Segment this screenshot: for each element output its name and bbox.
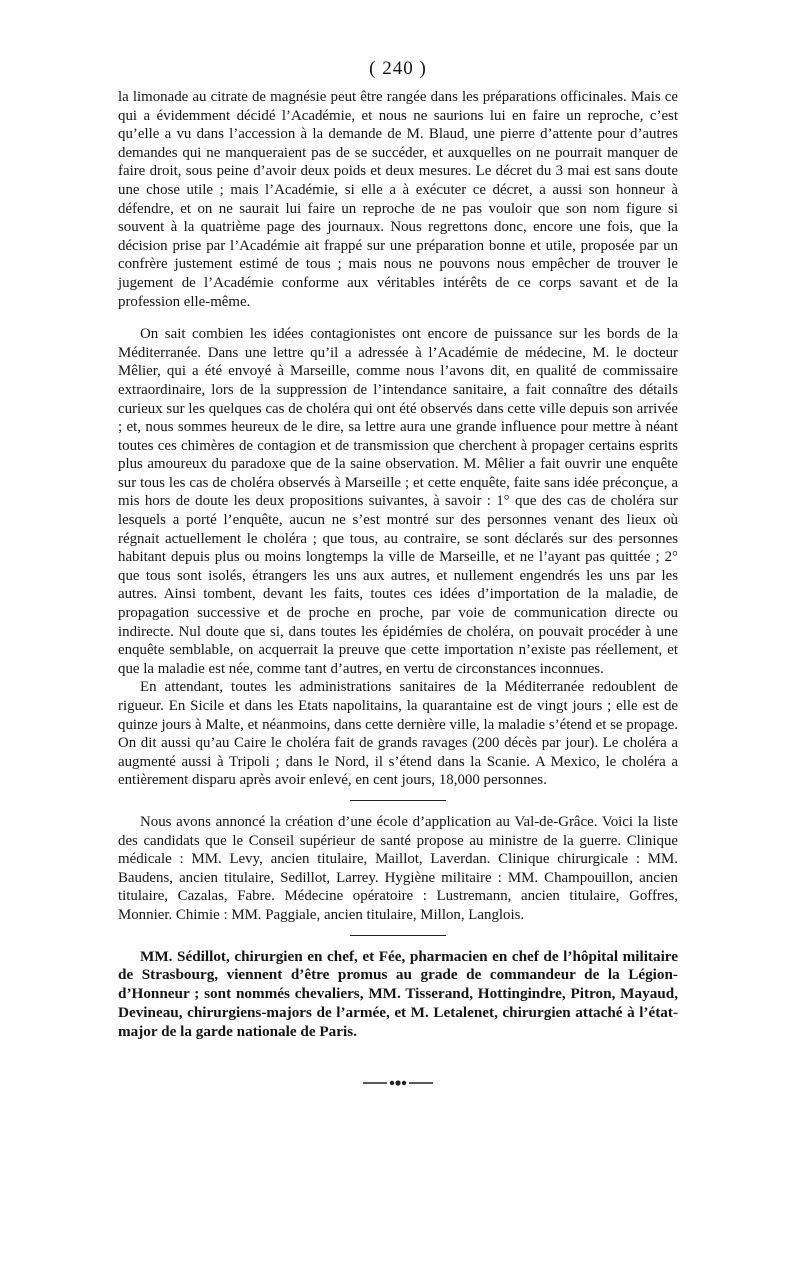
section-divider [118, 790, 678, 813]
page-number: ( 240 ) [369, 58, 427, 79]
section-divider [118, 925, 678, 948]
paragraph-contagionistes: On sait combien les idées contagionistes ont encore de puissance sur les bords de la Méditerranée. Dans une lettre qu’il a adressée à l’Académie de médecine, M. le docteur Mêlier, qui a été envoyé à Marseille, comme nous l’avons dit, en qualité de commissaire extraordinaire, lors de la suppression de l’intendance sanitaire, a fait connaître des détails curieux sur les quelques cas de choléra qui ont été observés dans cette ville depuis son arrivée ; et, nous sommes heureux de le dire, sa lettre aura une grande influence pour mettre à néant toutes ces chimères de contagion et de transmission que cherchent à propager certains esprits plus amoureux du paradoxe que de la saine observation. M. Mêlier a fait ouvrir une enquête sur tous les cas de choléra observés à Marseille ; et cette enquête, faite sans idée préconçue, a mis hors de doute les deux propositions suivantes, à savoir : 1° que des cas de choléra sur lesquels a porté l’enquête, aucun ne s’est montré sur des personnes venant des lieux où régnait actuellement le choléra ; que tous, au contraire, se sont déclarés sur des personnes habitant depuis plus ou moins longtemps la ville de Marseille, et ne l’ayant pas quittée ; 2° que tous sont isolés, étrangers les uns aux autres, et nullement engendrés les uns par les autres. Ainsi tombent, devant les faits, toutes ces idées d’importation de la maladie, de propagation successive et de proche en proche, par voie de communication directe ou indirecte. Nul doute que si, dans toutes les épidémies de choléra, on pouvait procéder à une enquête semblable, on acquerrait la preuve que cette importation n’existe pas réellement, et que la maladie est née, comme tant d’autres, en vertu de circonstances inconnues. [118, 326, 678, 677]
paragraph-ecole-val-de-grace: Nous avons annoncé la création d’une école d’application au Val-de-Grâce. Voici la liste des candidats que le Conseil supérieur de santé propose au ministre de la guerre. Clinique médicale : MM. Levy, ancien titulaire, Maillot, Laverdan. Clinique chirurgicale : MM. Baudens, ancien titulaire, Sedillot, Larrey. Hygiène militaire : MM. Champouillon, ancien titulaire, Cazalas, Fabre. Médecine opératoire : Lustremann, ancien titulaire, Goffres, Monnier. Chimie : MM. Paggiale, ancien titulaire, Millon, Langlois. [118, 813, 678, 923]
end-ornament [363, 1080, 433, 1086]
paragraph-limonade: la limonade au citrate de magnésie peut être rangée dans les préparations officinales. Mais ce qui a évidemment décidé l’Académie, et nous ne saurions lui en faire un reproche, c’est qu’elle a vu dans l’accession à la demande de M. Blaud, une pierre d’attente pour d’autres demandes qui ne manqueraient pas de se succéder, et auxquelles on ne pourrait manquer de faire droit, sous peine d’avoir deux poids et deux mesures. Le décret du 3 mai est sans doute une chose utile ; mais l’Académie, si elle a à exécuter ce décret, a aussi son honneur à défendre, et on ne saurait lui faire un reproche de ne pas vouloir que son nom figure si souvent à la quatrième page des journaux. Nous regrettons donc, encore une fois, que la décision prise par l’Académie ait frappé sur une préparation bonne et utile, proposée par un confrère justement estimé de tous ; mais nous ne pouvons nous empêcher de trouver le jugement de l’Académie conforme aux véritables intérêts de ce corps savant et de la profession elle-même. [118, 89, 678, 310]
page-body [118, 58, 678, 1086]
paragraph-administrations-sanitaires: En attendant, toutes les administrations sanitaires de la Méditerranée redoublent de rigueur. En Sicile et dans les Etats napolitains, la quarantaine est de vingt jours ; elle est de quinze jours à Malte, et néanmoins, dans cette dernière ville, la maladie s’étend et se propage. On dit aussi qu’au Caire le choléra fait de grands ravages (200 décès par jour). Le choléra a augmenté aussi à Tripoli ; dans le Nord, il s’étend dans la Scanie. A Mexico, le choléra a entièrement disparu après avoir enlevé, en cent jours, 18,000 personnes. [118, 679, 678, 789]
paragraph-promotions: MM. Sédillot, chirurgien en chef, et Fée, pharmacien en chef de l’hôpital militaire de Strasbourg, viennent d’être promus au grade de commandeur de la Légion-d’Honneur ; sont nommés chevaliers, MM. Tisserand, Hottingindre, Pitron, Mayaud, Devineau, chirurgiens-majors de l’armée, et M. Letalenet, chirurgien attaché à l’état-major de la garde nationale de Paris. [118, 947, 678, 1040]
